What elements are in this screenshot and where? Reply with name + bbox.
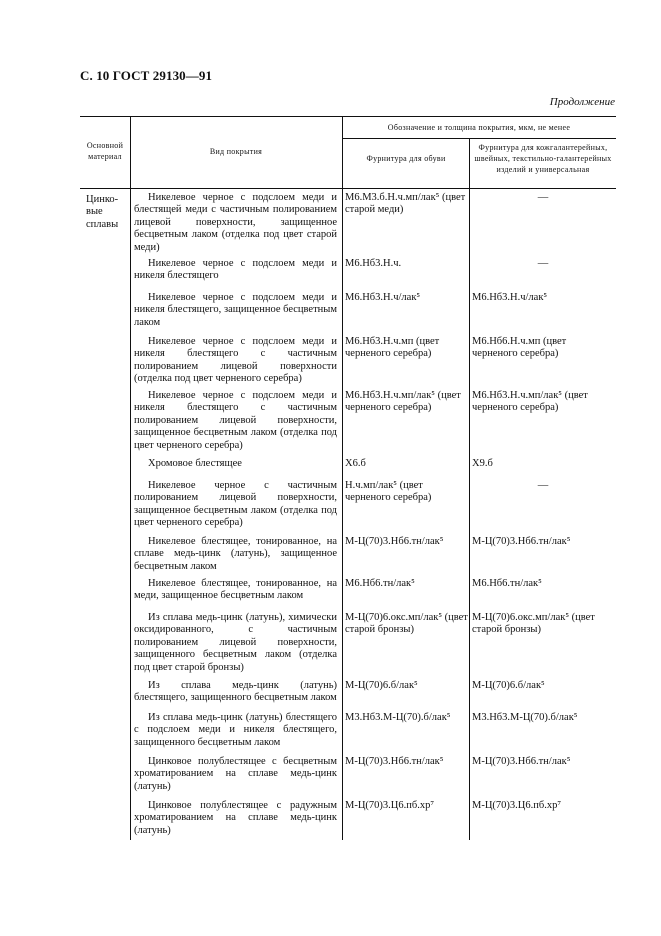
leather-goods-designation: М-Ц(70)3.Нб6.тн/лак⁵ bbox=[472, 536, 571, 547]
header-bottom-rule bbox=[80, 188, 616, 189]
header-designation-group: Обозначение и толщина покрытия, мкм, не менее bbox=[387, 123, 571, 132]
leather-goods-designation: М-Ц(70)3.Нб6.тн/лак⁵ bbox=[472, 756, 571, 767]
table-top-rule bbox=[80, 116, 616, 117]
coating-description: Цинковое полублестящее с радужным хроматированием на сплаве медь-цинк (латунь) bbox=[134, 800, 337, 836]
coating-description: Из сплава медь-цинк (латунь), химически оксидированного, с частичным полированием лицевой поверхности, защищенного бесцветным лаком (отделка под цвет старой бронзы) bbox=[134, 612, 337, 673]
coating-description: Никелевое черное с подслоем меди и никеля блестящего, защищенное бесцветным лаком bbox=[134, 292, 337, 328]
leather-goods-designation: Х9.б bbox=[472, 458, 493, 469]
shoes-designation: М6.Нб3.Н.ч.мп (цвет черненого серебра) bbox=[345, 336, 440, 360]
column-divider bbox=[130, 116, 131, 840]
shoes-designation: М3.Нб3.М-Ц(70).б/лак⁵ bbox=[345, 712, 451, 723]
leather-goods-designation: М6.Нб3.Н.ч.мп/лак⁵ (цвет черненого серебра) bbox=[472, 390, 588, 414]
leather-goods-designation: М-Ц(70)6.б/лак⁵ bbox=[472, 680, 545, 691]
header-coating-type: Вид покрытия bbox=[209, 147, 263, 156]
page-title: С. 10 ГОСТ 29130—91 bbox=[80, 68, 213, 83]
leather-goods-designation: М6.Нб3.Н.ч/лак⁵ bbox=[472, 292, 548, 303]
coating-description: Никелевое черное с частичным полированием лицевой поверхности, защищенное бесцветным лаком (отделка под цвет черненого серебра) bbox=[134, 480, 337, 529]
shoes-designation: М6.Нб3.Н.ч.мп/лак⁵ (цвет черненого серебра) bbox=[345, 390, 461, 414]
base-material-cell: Цинко-вые сплавы bbox=[86, 194, 119, 230]
column-divider bbox=[342, 116, 343, 840]
shoes-designation: М-Ц(70)6.окс.мп/лак⁵ (цвет старой бронзы) bbox=[345, 612, 468, 636]
header-leather-goods: Фурнитура для кожгалантерейных, швейных, текстильно-галантерейных изделий и универсальная bbox=[474, 143, 612, 174]
coating-description: Из сплава медь-цинк (латунь) блестящего, защищенного бесцветным лаком bbox=[134, 680, 337, 704]
shoes-designation: М6.Нб3.Н.ч/лак⁵ bbox=[345, 292, 421, 303]
coating-description: Никелевое блестящее, тонированное, на сплаве медь-цинк (латунь), защищенное бесцветным лаком bbox=[134, 536, 337, 572]
leather-goods-designation: М-Ц(70)6.окс.мп/лак⁵ (цвет старой бронзы) bbox=[472, 612, 595, 636]
leather-goods-designation: М3.Нб3.М-Ц(70).б/лак⁵ bbox=[472, 712, 578, 723]
coating-description: Никелевое черное с подслоем меди и блестящей меди с частичным полированием лицевой поверхности, защищенное бесцветным лаком (отделка под цвет старой меди) bbox=[134, 192, 337, 253]
header-base-material: Основной материал bbox=[86, 141, 124, 161]
group-header-rule bbox=[342, 138, 616, 139]
coating-description: Никелевое черное с подслоем меди и никеля блестящего с частичным полированием лицевой поверхности (отделка под цвет черненого серебра) bbox=[134, 336, 337, 385]
header-shoes: Фурнитура для обуви bbox=[366, 154, 446, 163]
shoes-designation: Х6.б bbox=[345, 458, 366, 469]
leather-goods-designation: М6.Нб6.тн/лак⁵ bbox=[472, 578, 542, 589]
shoes-designation: М-Ц(70)3.Нб6.тн/лак⁵ bbox=[345, 536, 444, 547]
shoes-designation: М-Ц(70)3.Нб6.тн/лак⁵ bbox=[345, 756, 444, 767]
shoes-designation: М6.Нб6.тн/лак⁵ bbox=[345, 578, 415, 589]
shoes-designation: Н.ч.мп/лак⁵ (цвет черненого серебра) bbox=[345, 480, 432, 504]
coating-description: Цинковое полублестящее с бесцветным хроматированием на сплаве медь-цинк (латунь) bbox=[134, 756, 337, 792]
shoes-designation: М6.Нб3.Н.ч. bbox=[345, 258, 402, 269]
leather-goods-designation: — bbox=[537, 258, 549, 269]
continuation-label: Продолжение bbox=[549, 96, 615, 108]
coating-description: Никелевое блестящее, тонированное, на меди, защищенное бесцветным лаком bbox=[134, 578, 337, 602]
shoes-designation: М-Ц(70)6.б/лак⁵ bbox=[345, 680, 418, 691]
shoes-designation: М6.М3.б.Н.ч.мп/лак⁵ (цвет старой меди) bbox=[345, 192, 466, 216]
coating-description: Никелевое черное с подслоем меди и никеля блестящего bbox=[134, 258, 337, 282]
coating-description: Хромовое блестящее bbox=[148, 458, 242, 469]
leather-goods-designation: — bbox=[537, 192, 549, 203]
coating-description: Из сплава медь-цинк (латунь) блестящего с подслоем меди и никеля блестящего, защищенного бесцветным лаком bbox=[134, 712, 337, 748]
leather-goods-designation: М6.Нб6.Н.ч.мп (цвет черненого серебра) bbox=[472, 336, 567, 360]
shoes-designation: М-Ц(70)3.Ц6.пб.хр⁷ bbox=[345, 800, 434, 811]
coating-description: Никелевое черное с подслоем меди и никеля блестящего с частичным полированием лицевой поверхности, защищенное бесцветным лаком (отделка под цвет черненого серебра) bbox=[134, 390, 337, 451]
leather-goods-designation: — bbox=[537, 480, 549, 491]
leather-goods-designation: М-Ц(70)3.Ц6.пб.хр⁷ bbox=[472, 800, 561, 811]
